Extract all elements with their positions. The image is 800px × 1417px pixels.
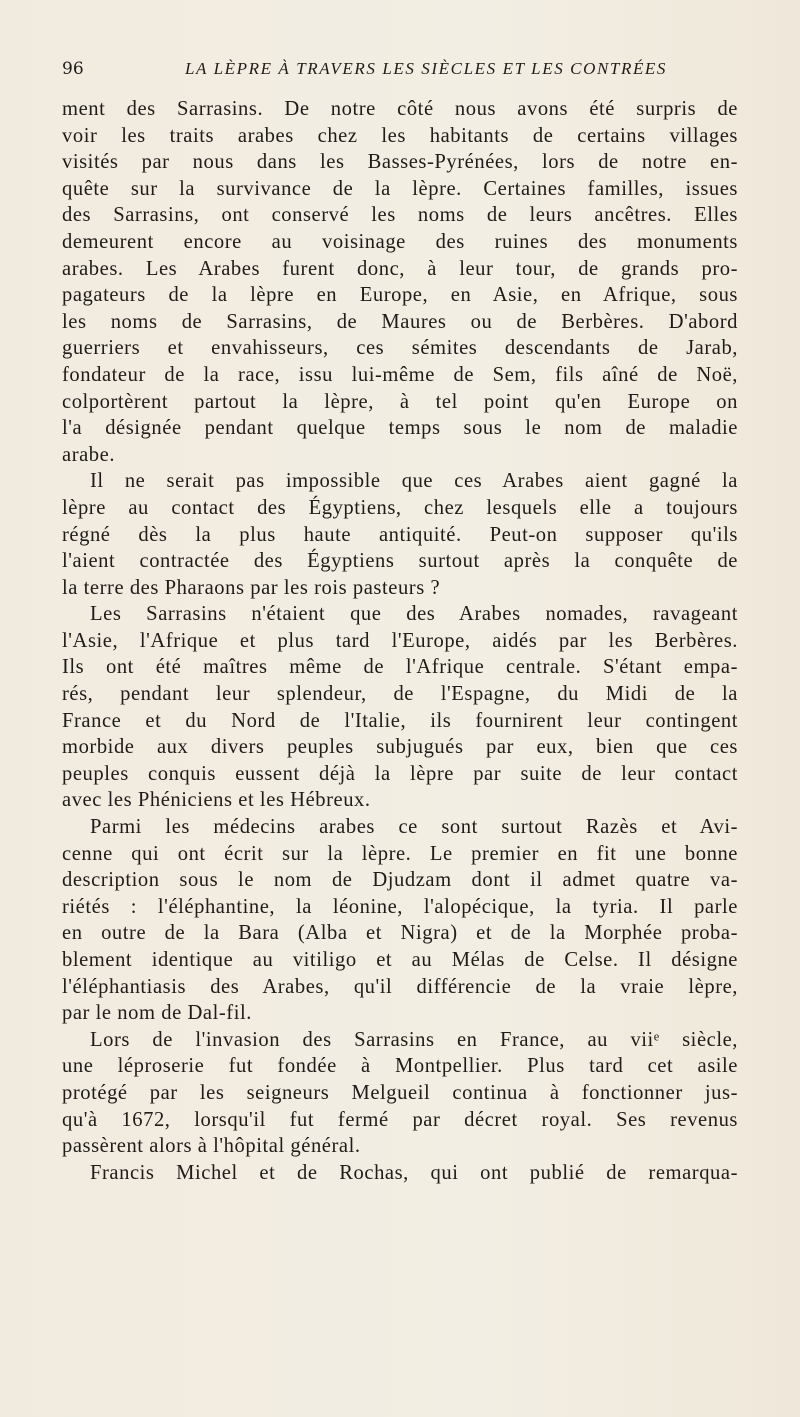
text-line: la terre des Pharaons par les rois pasteurs ? bbox=[62, 576, 441, 599]
text-line: Ils ont été maîtres même de l'Afrique centrale. S'étant empa- bbox=[62, 656, 738, 679]
text-line: régné dès la plus haute antiquité. Peut-on supposer qu'ils bbox=[62, 523, 738, 546]
text-line: peuples conquis eussent déjà la lèpre par suite de leur contact bbox=[62, 762, 738, 785]
text-line: l'éléphantiasis des Arabes, qu'il différencie de la vraie lèpre, bbox=[62, 975, 738, 998]
text-line: l'a désignée pendant quelque temps sous le nom de maladie bbox=[62, 417, 738, 440]
text-line: l'Asie, l'Afrique et plus tard l'Europe, aidés par les Berbères. bbox=[62, 629, 738, 652]
text-line: avec les Phéniciens et les Hébreux. bbox=[62, 789, 371, 812]
running-header bbox=[62, 58, 742, 80]
text-line: l'aient contractée des Égyptiens surtout après la conquête de bbox=[62, 550, 738, 573]
text-line: voir les traits arabes chez les habitants de certains villages bbox=[62, 124, 738, 147]
text-line: les noms de Sarrasins, de Maures ou de Berbères. D'abord bbox=[62, 310, 738, 333]
text-line: Il ne serait pas impossible que ces Arabes aient gagné la bbox=[90, 470, 738, 493]
text-line: qu'à 1672, lorsqu'il fut fermé par décret royal. Ses revenus bbox=[62, 1108, 738, 1131]
text-line: en outre de la Bara (Alba et Nigra) et de la Morphée proba- bbox=[62, 922, 738, 945]
text-line: colportèrent partout la lèpre, à tel point qu'en Europe on bbox=[62, 390, 738, 413]
text-line: une léproserie fut fondée à Montpellier. Plus tard cet asile bbox=[62, 1055, 738, 1078]
running-title: LA LÈPRE À TRAVERS LES SIÈCLES ET LES CONTRÉES bbox=[184, 59, 668, 78]
text-line: cenne qui ont écrit sur la lèpre. Le premier en fit une bonne bbox=[62, 842, 738, 865]
text-line: Francis Michel et de Rochas, qui ont publié de remarqua- bbox=[90, 1161, 738, 1184]
text-line: Lors de l'invasion des Sarrasins en France, au viiᵉ siècle, bbox=[90, 1028, 738, 1051]
text-line: description sous le nom de Djudzam dont il admet quatre va- bbox=[62, 869, 738, 892]
text-line: blement identique au vitiligo et au Mélas de Celse. Il désigne bbox=[62, 949, 738, 971]
text-line: morbide aux divers peuples subjugués par eux, bien que ces bbox=[62, 736, 738, 759]
text-line: pagateurs de la lèpre en Europe, en Asie, en Afrique, sous bbox=[62, 284, 738, 307]
text-line: lèpre au contact des Égyptiens, chez lesquels elle a toujours bbox=[62, 496, 738, 519]
text-line: visités par nous dans les Basses-Pyrénées, lors de notre en- bbox=[62, 151, 738, 174]
text-line: Les Sarrasins n'étaient que des Arabes nomades, ravageant bbox=[90, 603, 738, 626]
text-line: arabes. Les Arabes furent donc, à leur tour, de grands pro- bbox=[62, 257, 738, 280]
body-text bbox=[62, 96, 738, 1186]
text-line: fondateur de la race, issu lui-même de Sem, fils aîné de Noë, bbox=[62, 363, 738, 386]
text-line: par le nom de Dal-fil. bbox=[62, 1002, 252, 1025]
text-line: guerriers et envahisseurs, ces sémites descendants de Jarab, bbox=[62, 337, 738, 360]
text-line: rés, pendant leur splendeur, de l'Espagne, du Midi de la bbox=[62, 683, 738, 706]
text-line: demeurent encore au voisinage des ruines des monuments bbox=[62, 230, 738, 253]
text-line: protégé par les seigneurs Melgueil continua à fonctionner jus- bbox=[62, 1081, 738, 1104]
text-line: arabe. bbox=[62, 443, 116, 466]
text-line: France et du Nord de l'Italie, ils fournirent leur contingent bbox=[62, 709, 738, 732]
text-line: Parmi les médecins arabes ce sont surtout Razès et Avi- bbox=[90, 816, 738, 839]
text-line: ment des Sarrasins. De notre côté nous avons été surpris de bbox=[62, 98, 738, 120]
text-line: passèrent alors à l'hôpital général. bbox=[62, 1135, 361, 1158]
text-line: quête sur la survivance de la lèpre. Certaines familles, issues bbox=[62, 177, 738, 200]
text-line: riétés : l'éléphantine, la léonine, l'alopécique, la tyria. Il parle bbox=[62, 895, 738, 918]
page-number: 96 bbox=[62, 59, 84, 79]
text-line: des Sarrasins, ont conservé les noms de leurs ancêtres. Elles bbox=[62, 204, 738, 227]
